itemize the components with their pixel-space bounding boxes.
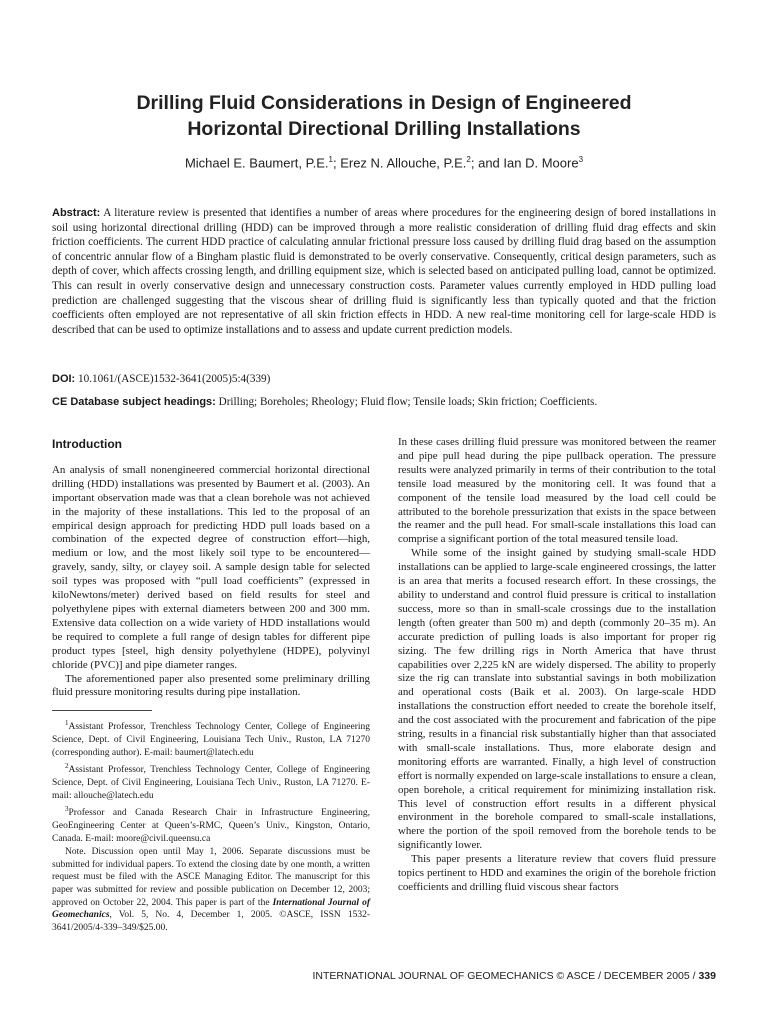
footnote-2-mark: 2 bbox=[65, 762, 69, 771]
author-3-affiliation-mark: 3 bbox=[578, 155, 584, 164]
body-paragraph-1: In these cases drilling fluid pressure was monitored between the reamer and pipe pull head during the pipe pullback operation. The pressure results were analyzed primarily in terms of their contribution to the total tensile load measured by the monitoring cell. It was found that a component of the tensile load measured by the load cell could be attributed to the borehole pressurization that exists in the space between the reamer and the pull head. For small-scale installations this load can comprise a significant portion of the total measured tensile load. bbox=[398, 436, 716, 546]
footnote-3-mark: 3 bbox=[65, 805, 69, 814]
subject-headings-label: CE Database subject headings: bbox=[52, 396, 216, 408]
intro-paragraph-1: An analysis of small nonengineered commercial horizontal directional drilling (HDD) installations was presented by Baumert et al. (2003). An important observation made was that a clean borehole was not achieved in the majority of these installations. This led to the proposal of an empirical design approach for predicting HDD pull loads based on a combination of the expected degree of construction effort—high, medium or low, and the most likely soil type to be encountered—gravely, sandy, silty, or clayey soil. A sample design table for selected soil types was proposed with “pull load coefficients” (expressed in kiloNewtons/meter) derived based on field results for steel and polyethylene pipes with external diameters between 200 and 300 mm. Extensive data collection on a wide variety of HDD installations would be required to complete a full range of design tables for different pipe product types [steel, high density polyethylene (HDPE), polyvinyl chloride (PVC)] and pipe diameter ranges. bbox=[52, 463, 370, 671]
abstract bbox=[52, 206, 716, 337]
footer-journal-line: INTERNATIONAL JOURNAL OF GEOMECHANICS © ASCE / DECEMBER 2005 / bbox=[312, 970, 699, 982]
author-2-affiliation-mark: 2 bbox=[466, 155, 471, 164]
footnote-2-text: Assistant Professor, Trenchless Technology Center, College of Engineering Science, Dept. of Civil Engineering, Louisiana Tech Univ., Ruston, LA 71270. E-mail: allouche@latech.edu bbox=[52, 765, 370, 801]
introduction-heading: Introduction bbox=[52, 437, 122, 451]
footnote-3 bbox=[52, 803, 370, 845]
author-2: Erez N. Allouche, P.E. bbox=[340, 155, 467, 171]
footnote-divider bbox=[52, 710, 152, 711]
author-3: Ian D. Moore bbox=[503, 155, 579, 171]
abstract-label: Abstract: bbox=[52, 207, 101, 219]
footnote-1-text: Assistant Professor, Trenchless Technology Center, College of Engineering Science, Dept. of Civil Engineering, Louisiana Tech Univ., Ruston, LA 71270 (corresponding author). E-mail: baumert@latech.edu bbox=[52, 722, 370, 758]
journal-name: International Journal of Geomechanics bbox=[52, 897, 370, 921]
footnote-3-text: Professor and Canada Research Chair in Infrastructure Engineering, GeoEngineering Center at Queen’s-RMC, Queen’s Univ., Kingston, Ontario, Canada. E-mail: moore@civil.queensu.ca bbox=[52, 808, 370, 844]
author-1-affiliation-mark: 1 bbox=[328, 155, 333, 164]
title-line-2: Horizontal Directional Drilling Installations bbox=[187, 118, 581, 140]
right-column bbox=[398, 436, 716, 895]
body-paragraph-2: While some of the insight gained by studying small-scale HDD installations can be applied to large-scale engineered crossings, the latter is an area that merits a focused research effort. In these crossings, the ability to understand and control fluid pressure is critical to installation success, more so than in small-scale crossings due to the installation length (often greater than 500 m) and depth (commonly 20–35 m). An accurate prediction of pulling loads is also important for proper rig sizing. The few drilling rigs in North America that have thrust capabilities over 2,225 kN are widely dispersed. The ability to properly size the rig can translate into substantial savings in both mobilization and operational costs (Baik et al. 2003). On large-scale HDD installations the construction effort needed to create the borehole itself, and the cost associated with the procurement and fabrication of the pipe string, results in a financial risk substantially higher than that associated with small-scale installations. Thus, more elaborate design and monitoring efforts are warranted. Finally, a high level of construction effort is normally expended on large-scale installations to ensure a clean, open borehole, a critical requirement for minimizing installation risk. This level of construction effort results in a different physical environment in the borehole compared to small-scale installations, where the portion of the spoil removed from the borehole tends to be significantly lower. bbox=[398, 547, 716, 852]
discussion-note bbox=[52, 846, 370, 934]
author-list bbox=[60, 155, 708, 170]
page-footer bbox=[312, 970, 716, 982]
title-line-1: Drilling Fluid Considerations in Design of Engineered bbox=[136, 92, 632, 114]
doi-value: 10.1061/(ASCE)1532-3641(2005)5:4(339) bbox=[75, 373, 271, 385]
abstract-text: A literature review is presented that identifies a number of areas where procedures for the engineering design of bored installations in soil using horizontal directional drilling (HDD) can be improved through a more realistic consideration of drilling fluid drag effects and skin friction coefficients. The current HDD practice of calculating annular frictional pressure loss caused by drilling fluid drag based on the assumption of concentric annular flow of a Bingham plastic fluid is demonstrated to be overly conservative. Consequently, critical design parameters, such as depth of cover, which affects crossing length, and drilling equipment size, which is selected based on anticipated pulling load, cannot be optimized. This can result in overly conservative design and unnecessary construction costs. Parameter values currently employed in HDD pulling load prediction are challenged suggesting that the viscous shear of drilling fluid is significantly less than typically quoted and that the friction coefficients often employed are not representative of all skin friction effects in HDD. A new real-time monitoring cell for large-scale HDD is described that can be used to optimize installations and to assess and update current prediction models. bbox=[52, 207, 716, 336]
doi-label: DOI: bbox=[52, 373, 76, 385]
paper-title bbox=[60, 90, 708, 142]
author-separator-1: ; bbox=[332, 155, 341, 171]
subject-headings-value: Drilling; Boreholes; Rheology; Fluid flow; Tensile loads; Skin friction; Coefficients. bbox=[215, 396, 598, 408]
note-text-post: , Vol. 5, No. 4, December 1, 2005. ©ASCE, ISSN 1532-3641/2005/4-339–349/$25.00. bbox=[52, 910, 370, 933]
footnotes bbox=[52, 717, 370, 934]
left-column bbox=[52, 436, 370, 935]
page-number: 339 bbox=[698, 970, 716, 982]
footnote-1 bbox=[52, 717, 370, 759]
note-text-pre: Note. Discussion open until May 1, 2006. Separate discussions must be submitted for individual papers. To extend the closing date by one month, a written request must be filed with the ASCE Managing Editor. The manuscript for this paper was submitted for review and possible publication on December 12, 2003; approved on October 22, 2004. This paper is part of the bbox=[52, 847, 370, 908]
doi-line bbox=[52, 373, 716, 385]
body-paragraph-3: This paper presents a literature review that covers fluid pressure topics pertinent to HDD and examines the origin of the borehole friction coefficients and drilling fluid viscous shear factors bbox=[398, 853, 716, 893]
footnote-2 bbox=[52, 760, 370, 802]
subject-headings bbox=[52, 396, 716, 408]
author-1: Michael E. Baumert, P.E. bbox=[184, 155, 329, 171]
intro-paragraph-2: The aforementioned paper also presented some preliminary drilling fluid pressure monitoring results during pipe installation. bbox=[52, 672, 370, 699]
footnote-1-mark: 1 bbox=[65, 719, 69, 728]
author-separator-2: ; and bbox=[470, 155, 504, 171]
